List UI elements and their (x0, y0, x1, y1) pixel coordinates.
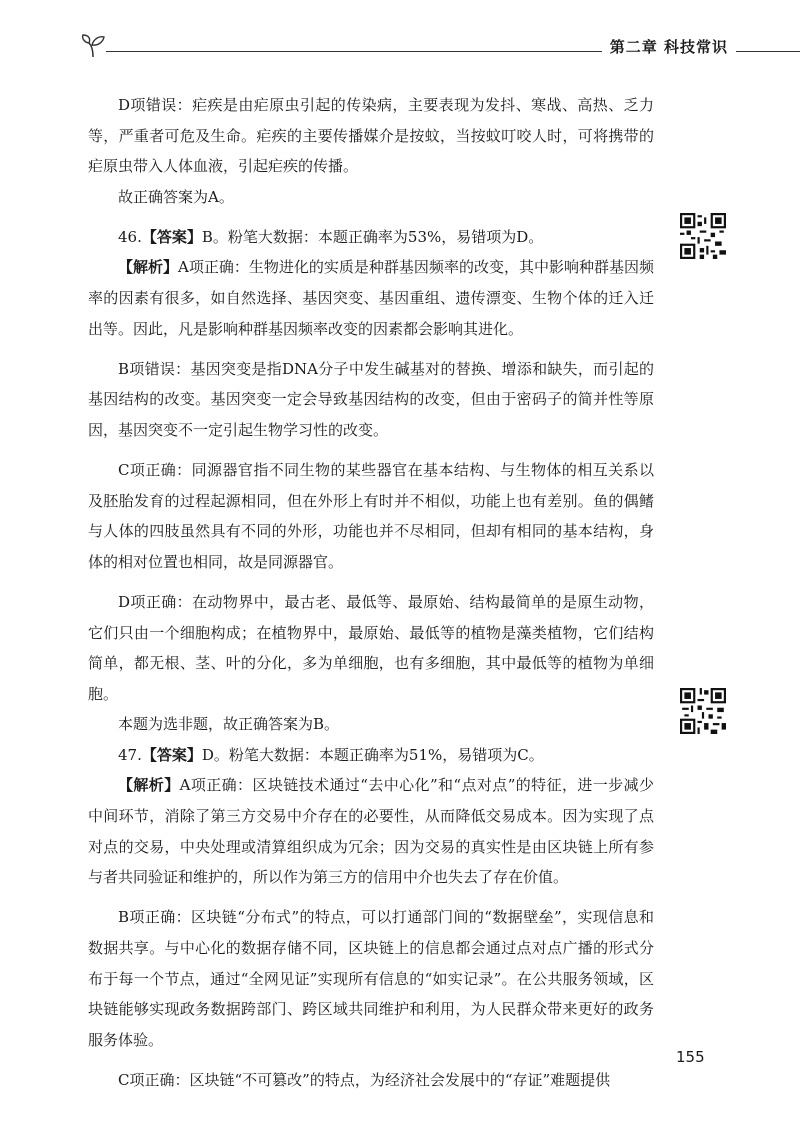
paragraph: 本题为选非题，故正确答案为B。 (118, 715, 340, 734)
answer-tag: 【答案】 (141, 745, 202, 764)
qr-code-icon (680, 688, 726, 734)
question-number: 47. (118, 745, 142, 764)
answer-explanations (88, 90, 654, 1095)
analysis-tag: 【解析】 (118, 258, 179, 277)
page-number: 155 (676, 1048, 705, 1066)
paragraph: 故正确答案为A。 (118, 187, 234, 206)
answer-46 (88, 222, 654, 253)
paragraph: D项错误：疟疾是由疟原虫引起的传染病，主要表现为发抖、寒战、高热、乏力等，严重者可危及生命。疟疾的主要传播媒介是按蚊，当按蚊叮咬人时，可将携带的疟原虫带入人体血液，引起疟疾的传播。 (88, 96, 654, 176)
page-header (80, 30, 800, 62)
paragraph: C项正确：区块链“不可篡改”的特点，为经济社会发展中的“存证”难题提供 (118, 1070, 611, 1089)
answer-47 (88, 740, 654, 771)
question-number: 46. (118, 227, 142, 246)
answer-text: B。粉笔大数据：本题正确率为53%，易错项为D。 (201, 227, 544, 246)
answer-tag: 【答案】 (141, 227, 202, 246)
paragraph: D项正确：在动物界中，最古老、最低等、最原始、结构最简单的是原生动物，它们只由一个细胞构成；在植物界中，最原始、最低等的植物是藻类植物，它们结构简单，都无根、茎、叶的分化，多为单细胞，也有多细胞，其中最低等的植物为单细胞。 (88, 592, 654, 703)
sprout-icon (80, 32, 106, 58)
paragraph: B项正确：区块链“分布式”的特点，可以打通部门间的“数据壁垒”，实现信息和数据共享。与中心化的数据存储不同，区块链上的信息都会通过点对点广播的形式分布于每一个节点，通过“全网见证”实现所有信息的“如实记录”。在公共服务领域，区块链能够实现政务数据跨部门、跨区域共同维护和利用，为人民群众带来更好的政务服务体验。 (88, 908, 654, 1049)
paragraph: C项正确：同源器官指不同生物的某些器官在基本结构、与生物体的相互关系以及胚胎发育的过程起源相同，但在外形上有时并不相似，功能上也有差别。鱼的偶鳍与人体的四肢虽然具有不同的外形，功能也并不尽相同，但却有相同的基本结构，身体的相对位置也相同，故是同源器官。 (88, 461, 654, 571)
answer-text: D。粉笔大数据：本题正确率为51%，易错项为C。 (201, 745, 544, 764)
analysis-text: A项正确：生物进化的实质是种群基因频率的改变，其中影响种群基因频率的因素有很多，如自然选择、基因突变、基因重组、遗传漂变、生物个体的迁入迁出等。因此，凡是影响种群基因频率改变的因素都会影响其进化。 (88, 258, 654, 338)
paragraph: B项错误：基因突变是指DNA分子中发生碱基对的替换、增添和缺失，而引起的基因结构的改变。基因突变一定会导致基因结构的改变，但由于密码子的简并性等原因，基因突变不一定引起生物学习性的改变。 (88, 359, 654, 439)
paragraph (88, 252, 654, 344)
paragraph (88, 770, 654, 892)
analysis-tag: 【解析】 (118, 776, 180, 795)
qr-code-icon (680, 213, 726, 259)
analysis-text: A项正确：区块链技术通过“去中心化”和“点对点”的特征，进一步减少中间环节，消除了第三方交易中介存在的必要性，从而降低交易成本。因为实现了点对点的交易，中央处理或清算组织成为冗余；因为交易的真实性是由区块链上所有参与者共同验证和维护的，所以作为第三方的信用中介也失去了存在价值。 (88, 776, 654, 887)
chapter-title: 第二章 科技常识 (602, 36, 736, 57)
